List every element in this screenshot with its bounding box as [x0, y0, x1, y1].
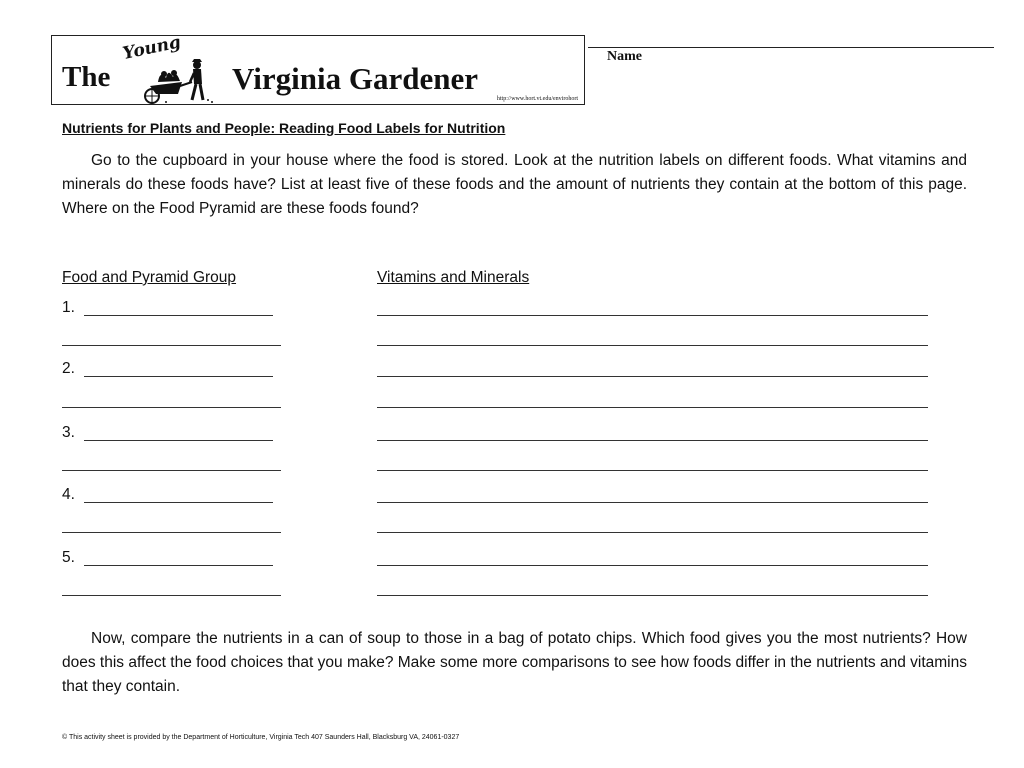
food-column-header: Food and Pyramid Group [62, 269, 237, 286]
vitamins-answer-line[interactable] [377, 532, 928, 533]
food-answer-line[interactable] [84, 502, 273, 503]
vitamins-answer-line[interactable] [377, 502, 928, 503]
item-number: 3. [62, 424, 75, 441]
food-group-answer-line[interactable] [62, 470, 281, 471]
logo-the-text: The [62, 61, 111, 93]
item-number: 4. [62, 486, 75, 503]
item-number: 5. [62, 549, 75, 566]
intro-paragraph: Go to the cupboard in your house where the food is stored. Look at the nutrition labels on different foods. What vitamins and minerals do these foods have? List at least five of these foods and the amount of nutrients they contain at the bottom of this page. Where on the Food Pyramid are these foods found? [62, 152, 967, 217]
vitamins-answer-line[interactable] [377, 565, 928, 566]
food-answer-line[interactable] [84, 376, 273, 377]
vitamins-column-header: Vitamins and Minerals [377, 269, 530, 286]
food-group-answer-line[interactable] [62, 407, 281, 408]
item-number: 1. [62, 299, 75, 316]
name-field-line [588, 47, 994, 48]
logo-url: http://www.hort.vt.edu/envirohort [496, 96, 578, 102]
vitamins-answer-line[interactable] [377, 345, 928, 346]
vitamins-answer-line[interactable] [377, 440, 928, 441]
item-number: 2. [62, 360, 75, 377]
food-group-answer-line[interactable] [62, 532, 281, 533]
food-answer-line[interactable] [84, 440, 273, 441]
logo-young-text: Young [121, 32, 183, 64]
food-answer-line[interactable] [84, 565, 273, 566]
food-group-answer-line[interactable] [62, 595, 281, 596]
vitamins-answer-line[interactable] [377, 315, 928, 316]
worksheet-title: Nutrients for Plants and People: Reading Food Labels for Nutrition [62, 120, 506, 136]
conclusion-paragraph: Now, compare the nutrients in a can of soup to those in a bag of potato chips. Which food gives you the most nutrients? How does this affect the food choices that you make? Make some more comparisons to see how foods differ in the nutrients and vitamins that they contain. [62, 630, 967, 695]
food-group-answer-line[interactable] [62, 345, 281, 346]
logo-virginia-gardener-text: Virginia Gardener [232, 61, 478, 96]
food-answer-line[interactable] [84, 315, 273, 316]
footer-credit: © This activity sheet is provided by the Department of Horticulture, Virginia Tech 407 Saunders Hall, Blacksburg VA, 24061-0327 [62, 734, 460, 741]
name-label: Name [607, 49, 642, 64]
vitamins-answer-line[interactable] [377, 407, 928, 408]
logo [51, 32, 585, 105]
vitamins-answer-line[interactable] [377, 470, 928, 471]
vitamins-answer-line[interactable] [377, 595, 928, 596]
vitamins-answer-line[interactable] [377, 376, 928, 377]
gardener-with-wheelbarrow-icon [140, 56, 218, 106]
